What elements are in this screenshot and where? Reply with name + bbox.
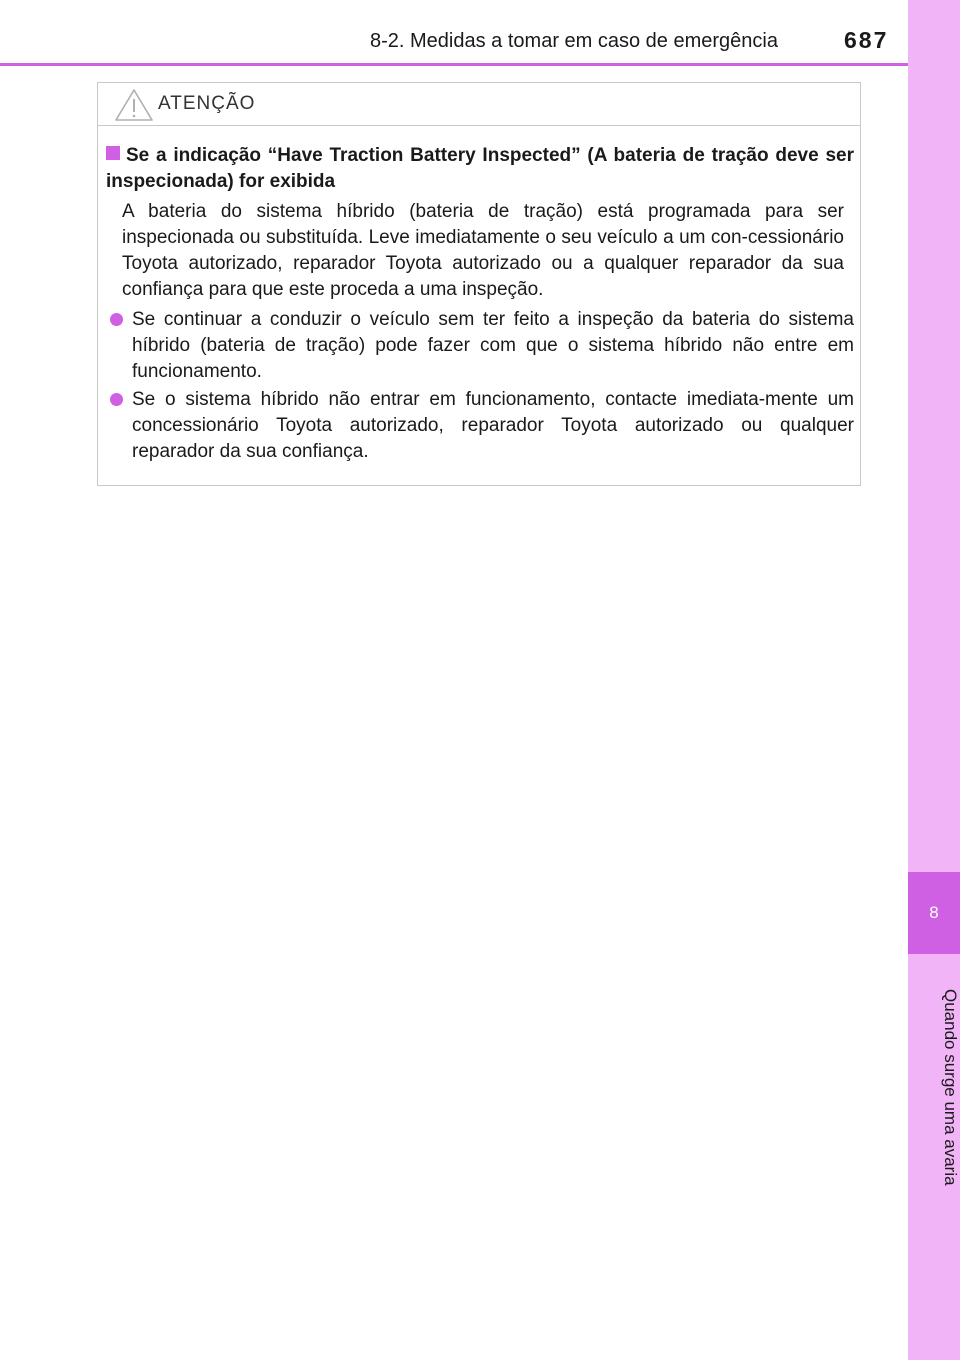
chapter-number: 8 <box>929 903 939 922</box>
section-header-title: 8-2. Medidas a tomar em caso de emergência <box>370 30 778 52</box>
chapter-title: Quando surge uma avaria <box>941 988 960 1186</box>
list-item <box>106 387 854 465</box>
warning-box <box>97 82 861 486</box>
page-number: 687 <box>844 27 889 53</box>
chapter-side-tab <box>908 0 960 1360</box>
header-divider <box>0 63 908 66</box>
chapter-number-badge <box>908 872 960 954</box>
round-bullet-icon <box>110 313 123 326</box>
warning-label: ATENÇÃO <box>158 93 256 114</box>
list-item <box>106 307 854 385</box>
warning-triangle-icon <box>114 88 154 122</box>
list-item-text: Se o sistema híbrido não entrar em funcionamento, contacte imediata-mente um concessionário Toyota autorizado, reparador Toyota autorizado ou qualquer reparador da sua confiança. <box>132 389 854 462</box>
warning-header <box>98 83 860 126</box>
round-bullet-icon <box>110 393 123 406</box>
warning-paragraph: A bateria do sistema híbrido (bateria de tração) está programada para ser inspecionada ou substituída. Leve imediatamente o seu veículo a um con-cessionário Toyota autorizado, reparador Toyota autorizado ou a qualquer reparador da sua confiança para que este proceda a uma inspeção. <box>122 201 844 300</box>
list-item-text: Se continuar a conduzir o veículo sem ter feito a inspeção da bateria do sistema híbrido (bateria de tração) pode fazer com que o sistema híbrido não entre em funcionamento. <box>132 309 854 382</box>
square-bullet-icon <box>106 146 120 160</box>
warning-section-heading <box>106 143 854 195</box>
warning-section-heading-text: Se a indicação “Have Traction Battery Inspected” (A bateria de tração deve ser inspecionada) for exibida <box>106 145 854 192</box>
